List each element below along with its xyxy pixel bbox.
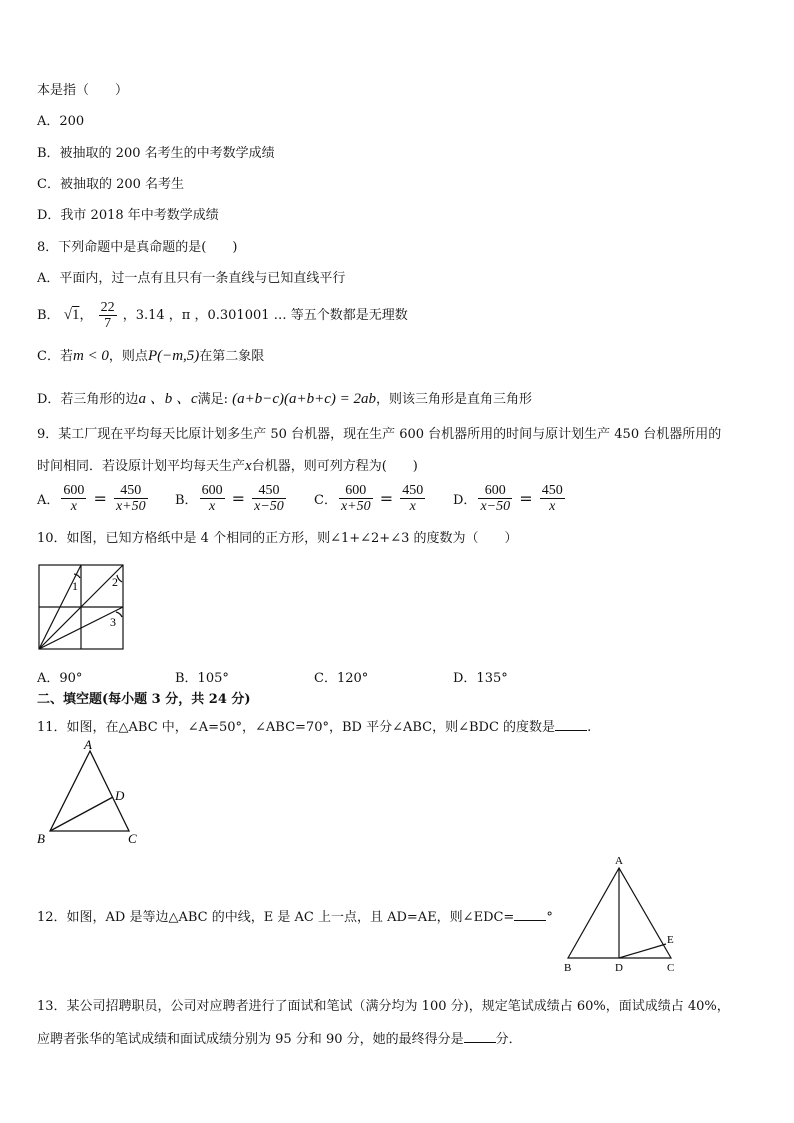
q9-stem-line1: 9．某工厂现在平均每天比原计划多生产 50 台机器，现在生产 600 台机器所用的时间与原计划生产 450 台机器所用的 [37,427,722,442]
q7-option-b: B．被抽取的 200 名考生的中考数学成绩 [37,146,275,161]
q12-stem-text: 12．如图，AD 是等边△ABC 的中线，E 是 AC 上一点，且 AD=AE，则∠EDC= [37,910,515,925]
q8-option-c-tail: 在第二象限 [199,349,265,364]
fraction-denominator: x [400,498,425,514]
fraction-denominator: x [61,498,86,514]
q9-option-label: A． [37,493,60,508]
q8-option-d-mid: 满足: [197,392,228,407]
vertex-label-c: C [667,962,675,974]
q8-stem: 8．下列命题中是真命题的是( ) [37,240,238,255]
q9-option-a [37,483,150,514]
fraction-numerator: 450 [541,483,563,498]
q7-stem-tail: 本是指（ ） [37,83,129,98]
fraction-numerator: 600 [63,483,85,498]
q8-option-b-prefix: B． [37,308,60,323]
q12-stem [37,908,553,927]
q13-stem-line2-end: 分． [495,1032,522,1047]
q7-option-c: C．被抽取的 200 名考生 [37,177,185,192]
q11-stem-end: . [587,720,592,735]
q9-variable: x [245,458,252,474]
q10-option-d: D．135° [453,671,508,686]
q8-option-a: A．平面内，过一点有且只有一条直线与已知直线平行 [37,271,346,286]
fraction-denominator: 7 [99,315,117,331]
right-fraction [540,483,565,514]
q10-option-c: C．120° [314,671,369,686]
equals-sign: = [374,489,399,508]
sqrt-symbol: √1 [63,307,80,323]
segment-de [619,944,666,958]
fraction-denominator: x [200,498,225,514]
q9-stem-line2-a: 时间相同．若设原计划平均每天生产 [37,459,246,474]
fraction-numerator: 450 [402,483,424,498]
q8-option-d-vars: a 、b 、c [138,391,198,407]
sqrt-argument: 1 [71,307,80,323]
angle-label-3: 3 [110,615,116,629]
point-label-e: E [667,934,674,946]
angle-label-1: 1 [72,579,78,593]
q12-triangle-figure [560,852,690,977]
q9-option-b [175,483,288,514]
q13-stem-line2 [37,1030,522,1049]
right-fraction [400,483,425,514]
q9-option-label: B． [175,493,198,508]
vertex-label-a: A [615,855,623,867]
q10-grid-figure [38,564,124,650]
q11-stem [37,718,591,737]
q8-option-c-prefix: C．若 [37,349,73,364]
right-fraction [114,483,148,514]
left-fraction [478,483,512,514]
left-fraction [61,483,86,514]
equals-sign: = [226,489,251,508]
bisector-bd [50,797,113,831]
q10-option-a: A．90° [37,671,83,686]
fraction-numerator: 600 [345,483,367,498]
q8-option-b-rest: ，3.14 ，π ，0.301001 … 等五个数都是无理数 [122,308,408,323]
q9-stem-line2 [37,457,418,476]
fraction-denominator: x [540,498,565,514]
angle-label-2: 2 [112,575,118,589]
q9-option-label: C． [314,493,337,508]
section-heading: 二、填空题(每小题 3 分，共 24 分) [37,692,251,707]
equals-sign: = [88,489,112,508]
fraction-numerator: 450 [120,483,142,498]
q8-option-c-mid: ，则点 [108,349,148,364]
q8-option-c [37,347,264,366]
fraction-numerator: 22 [100,300,115,315]
q9-option-d [453,483,567,514]
q8-option-b: B． √1， $\frac{22}{7}$ ，3.14 ，π ，0.301001 … 等五个数都是无理数 [37,300,408,331]
fraction-denominator: x+50 [115,499,146,514]
angle-arc-3 [116,612,122,617]
q11-answer-blank [555,718,587,731]
fraction-denominator: x−50 [254,499,284,514]
vertex-label-a: A [84,740,92,752]
q11-stem-text: 11．如图，在△ABC 中，∠A=50°，∠ABC=70°，BD 平分∠ABC，则∠BDC 的度数是 [37,720,556,735]
q8-option-c-point: P(−m,5) [147,348,200,364]
fraction-numerator: 600 [201,483,223,498]
q9-stem-line2-b: 台机器，则可列方程为( ) [251,459,418,474]
q7-option-d: D．我市 2018 年中考数学成绩 [37,208,219,223]
q12-answer-blank [514,908,546,921]
q13-stem-line1: 13．某公司招聘职员，公司对应聘者进行了面试和笔试（满分均为 100 分)，规定笔试成绩占 60%，面试成绩占 40%， [37,999,730,1014]
fraction-denominator: x−50 [480,499,511,514]
q13-stem-line2-text: 应聘者张华的笔试成绩和面试成绩分别为 95 分和 90 分，她的最终得分是 [37,1032,464,1047]
q9-option-c [314,483,427,514]
q10-option-b: B．105° [175,671,229,686]
vertex-label-b: B [564,962,572,974]
vertex-label-b: B [37,831,45,846]
q9-option-label: D． [453,493,477,508]
right-fraction [252,483,286,514]
q11-triangle-figure [34,740,144,848]
q8-option-c-condition: m < 0 [72,348,109,364]
q13-answer-blank [464,1030,496,1043]
fraction-denominator: x+50 [340,499,371,514]
q8-option-d-equation: (a+b−c)(a+b+c) = 2ab [232,391,377,407]
q8-option-d-prefix: D．若三角形的边 [37,392,139,407]
q7-option-a: A．200 [37,114,85,129]
q8-option-d-tail: ，则该三角形是直角三角形 [376,392,533,407]
q12-stem-end: ° [546,910,553,925]
point-label-d: D [615,962,623,974]
left-fraction [339,483,373,514]
fraction-22-7 [99,300,117,331]
equals-sign: = [514,489,538,508]
point-label-d: D [115,788,125,803]
vertex-label-c: C [128,831,137,846]
q10-stem: 10．如图，已知方格纸中是 4 个相同的正方形，则∠1+∠2+∠3 的度数为（ ） [37,531,518,546]
left-fraction [200,483,225,514]
q8-option-d [37,390,532,409]
fraction-numerator: 450 [258,483,280,498]
fraction-numerator: 600 [484,483,506,498]
